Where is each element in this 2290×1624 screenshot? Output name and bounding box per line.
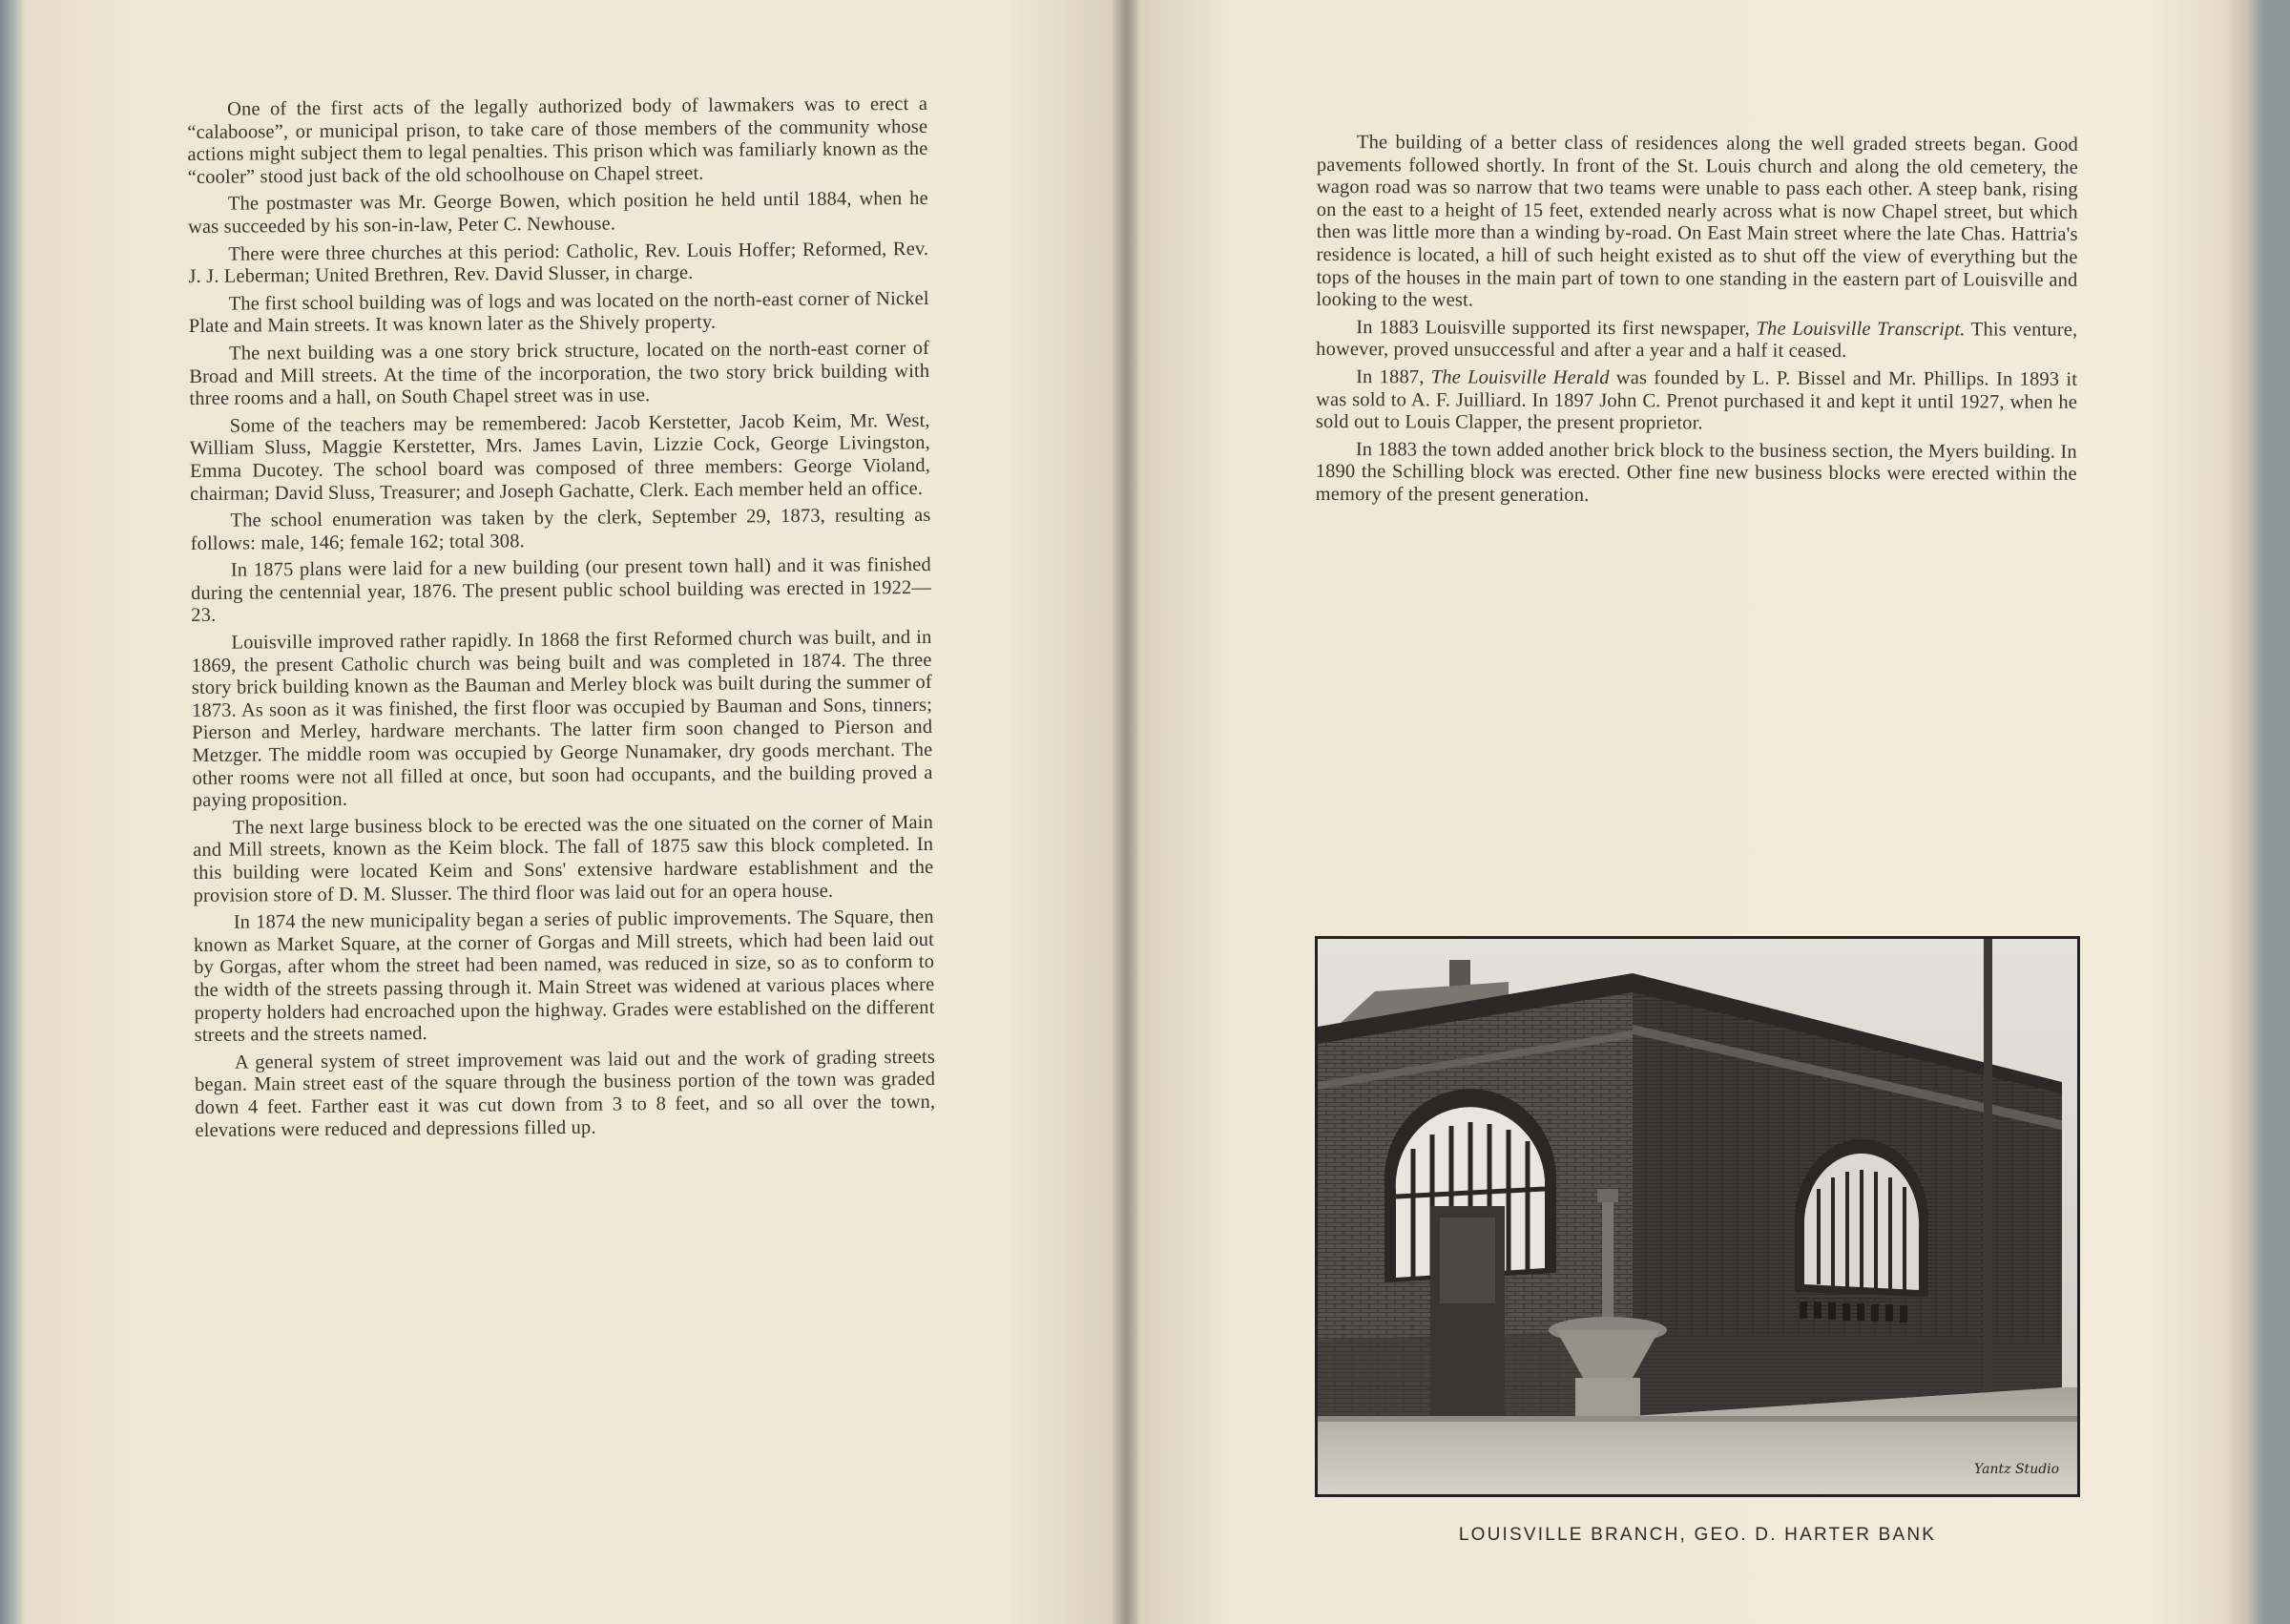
paragraph: Some of the teachers may be remembered: Jacob Kerstetter, Jacob Keim, Mr. West, William Sluss, Maggie Kerstetter, Mrs. James Lavin, Lizzie Cock, George Livingston, Emma Ducotey. The school board was composed of three members: George Violand, chairman; David Sluss, Treasurer; and Joseph Gachatte, Clerk. Each member held an office. xyxy=(189,409,931,505)
paragraph: In 1883 the town added another brick block to the business section, the Myers building. In 1890 the Schilling block was erected. Other fine new business blocks were erected within the memory of the present generation. xyxy=(1315,438,2077,506)
paragraph: One of the first acts of the legally authorized body of lawmakers was to erect a “calaboose”, or municipal prison, to take care of those members of the community whose actions might subject them to legal penalties. This prison which was familiarly known as the “cooler” stood just back of the old schoolhouse on Chapel street. xyxy=(187,93,928,188)
paragraph: Louisville improved rather rapidly. In 1868 the first Reformed church was built, and in 1869, the present Catholic church was being built and was completed in 1874. The three story brick building known as the Bauman and Merley block was built during the summer of 1873. As soon as it was finished, the first floor was occupied by Bauman and Sons, tinners; Pierson and Merley, hardware merchants. The latter firm soon changed to Pierson and Metzger. The middle room was occupied by George Nunamaker, dry goods merchant. The other rooms were not all filled at once, but soon had occupants, and the building proved a paying proposition. xyxy=(191,626,933,812)
paragraph: There were three churches at this period: Catholic, Rev. Louis Hoffer; Reformed, Rev. J. J. Leberman; United Brethren, Rev. David Slusser, in charge. xyxy=(188,238,929,288)
paragraph: The next large business block to be erected was the one situated on the corner of Main and Mill streets, known as the Keim block. The fall of 1875 saw this block completed. In this building were located Keim and Sons' extensive hardware establishment and the provision store of D. M. Slusser. The third floor was laid out for an opera house. xyxy=(193,811,934,906)
right-page-text xyxy=(1316,132,2078,513)
left-page-text xyxy=(187,94,936,1147)
paragraph: In 1874 the new municipality began a series of public improvements. The Square, then known as Market Square, at the corner of Gorgas and Mill streets, which had been laid out by Gorgas, after whom the street had been named, was reduced in size, so as to conform to the width of the streets passing through it. Main Street was widened at various places where property holders had encroached upon the highway. Grades were established on the different streets and the streets named. xyxy=(193,906,935,1047)
paragraph: The next building was a one story brick structure, located on the north-east corner of Broad and Mill streets. At the time of the incorporation, the two story brick building with three rooms and a hall, on South Chapel street was in use. xyxy=(189,337,930,410)
photo-caption: LOUISVILLE BRANCH, GEO. D. HARTER BANK xyxy=(1458,1525,1937,1545)
book-gutter xyxy=(1113,0,1137,1624)
newspaper-title: The Louisville Transcript. xyxy=(1756,318,1966,341)
paragraph: In 1875 plans were laid for a new building (our present town hall) and it was finished during the centennial year, 1876. The present public school building was erected in 1922—23. xyxy=(190,554,932,627)
left-page xyxy=(25,0,1113,1624)
paragraph: The building of a better class of residences along the well graded streets began. Good pavements followed shortly. In front of the St. Louis church and along the old cemetery, the wagon road was so narrow that two teams were unable to pass each other. A steep bank, rising on the east to a height of 15 feet, extended nearly across what is now Chapel street, but which then was little more than a winding by-road. On East Main street where the late Chas. Hattria's residence is located, a hill of such height existed as to shut off the view of everything but the tops of the houses in the main part of town to one standing in the eastern part of Louisville and looking to the west. xyxy=(1316,132,2078,311)
paragraph: In 1883 Louisville supported its first newspaper, The Louisville Transcript. This venture, however, proved unsuccessful and after a year and a half it ceased. xyxy=(1316,316,2078,363)
paragraph: The postmaster was Mr. George Bowen, which position he held until 1884, when he was succeeded by his son-in-law, Peter C. Newhouse. xyxy=(187,188,928,238)
paragraph: In 1887, The Louisville Herald was founded by L. P. Bissel and Mr. Phillips. In 1893 it was sold to A. F. Juilliard. In 1897 John C. Prenot purchased it and kept it until 1927, when he sold out to Louis Clapper, the present proprietor. xyxy=(1315,366,2078,434)
photo-signature: Yantz Studio xyxy=(1974,1462,2060,1477)
newspaper-title: The Louisville Herald xyxy=(1430,366,1610,389)
right-page xyxy=(1135,0,2247,1624)
bank-building-illustration xyxy=(1318,939,2077,1494)
bank-building-photo xyxy=(1315,936,2080,1497)
paragraph: The school enumeration was taken by the clerk, September 29, 1873, resulting as follows: male, 146; female 162; total 308. xyxy=(190,504,931,554)
paragraph: The first school building was of logs and was located on the north-east corner of Nickel Plate and Main streets. It was known later as the Shively property. xyxy=(188,287,929,338)
paragraph: A general system of street improvement was laid out and the work of grading streets began. Main street east of the square through the business portion of the town was graded down 4 feet. Farther east it was cut down from 3 to 8 feet, and so all over the town, elevations were reduced and depressions filled up. xyxy=(195,1046,936,1141)
